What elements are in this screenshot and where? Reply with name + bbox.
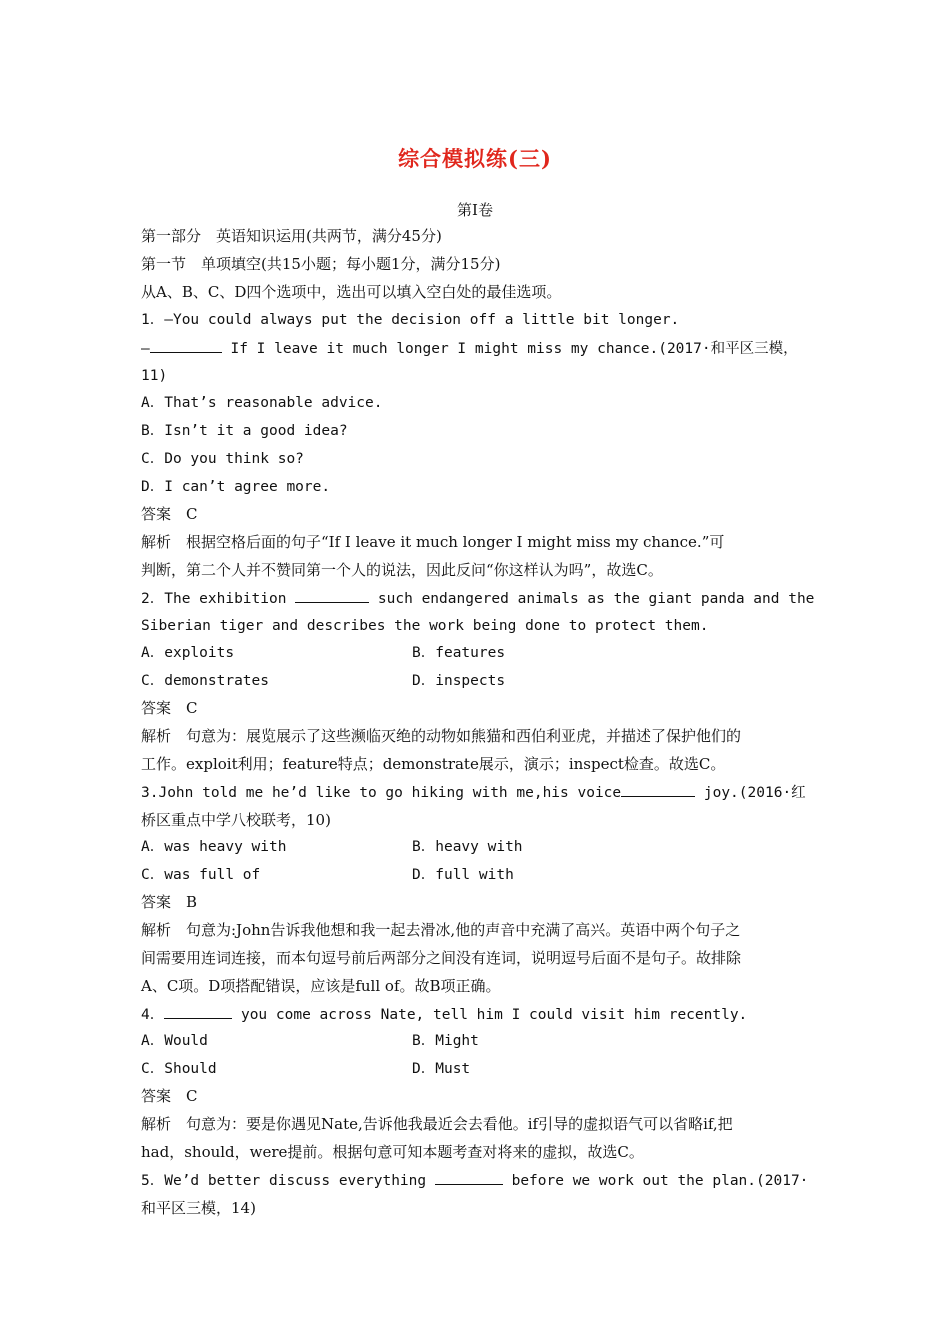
q4-option-a: A．Would bbox=[141, 1033, 208, 1049]
q2-stem-line2: Siberian tiger and describes the work being done to protect them. bbox=[141, 618, 709, 634]
q5-stem-start: 5．We’d better discuss everything bbox=[141, 1173, 435, 1189]
q4-stem-rest: you come across Nate, tell him I could visit him recently. bbox=[232, 1007, 748, 1023]
q5-stem-line2: 和平区三模，14) bbox=[141, 1199, 256, 1217]
q3-answer: 答案 B bbox=[141, 893, 198, 911]
q1-stem-rest: If I leave it much longer I might miss my chance.(2017·和平区三模， bbox=[221, 341, 798, 357]
section-heading: 第一节 单项填空(共15小题；每小题1分，满分15分) bbox=[141, 255, 501, 273]
q3-explanation: 解析 句意为:John告诉我他想和我一起去滑冰,他的声音中充满了高兴。英语中两个句子之 bbox=[141, 921, 741, 939]
q1-explanation-line2: 判断，第二个人并不赞同第一个人的说法，因此反问“你这样认为吗”，故选C。 bbox=[141, 561, 663, 579]
q4-stem bbox=[141, 1004, 747, 1025]
q1-option-b: B．Isn’t it a good idea? bbox=[141, 423, 348, 439]
q2-option-a: A．exploits bbox=[141, 645, 235, 661]
q5-stem bbox=[141, 1170, 808, 1191]
q2-answer: 答案 C bbox=[141, 699, 198, 717]
q5-stem-rest: before we work out the plan.(2017· bbox=[502, 1173, 809, 1189]
q3-blank bbox=[621, 782, 695, 797]
instruction: 从A、B、C、D四个选项中，选出可以填入空白处的最佳选项。 bbox=[141, 283, 562, 301]
q2-option-d: D．inspects bbox=[412, 673, 506, 689]
q5-blank bbox=[435, 1170, 503, 1185]
q2-explanation-line2: 工作。exploit利用；feature特点；demonstrate展示，演示；inspect检查。故选C。 bbox=[141, 755, 726, 773]
q4-explanation-line2: had，should，were提前。根据句意可知本题考查对将来的虚拟，故选C。 bbox=[141, 1143, 644, 1161]
q4-option-c: C．Should bbox=[141, 1061, 217, 1077]
q3-explanation-line2: 间需要用连词连接，而本句逗号前后两部分之间没有连词，说明逗号后面不是句子。故排除 bbox=[141, 949, 742, 967]
q3-stem-line2: 桥区重点中学八校联考，10) bbox=[141, 811, 331, 829]
q2-stem-rest: such endangered animals as the giant panda and the bbox=[369, 591, 815, 607]
q1-dash: — bbox=[141, 341, 150, 357]
q1-stem-line3: 11) bbox=[141, 368, 168, 384]
q2-blank bbox=[295, 588, 369, 603]
q3-option-b: B．heavy with bbox=[412, 839, 523, 855]
q1-stem: 1．—You could always put the decision off a little bit longer. bbox=[141, 312, 680, 328]
q4-blank bbox=[164, 1004, 232, 1019]
q3-option-c: C．was full of bbox=[141, 867, 261, 883]
volume-heading: 第Ⅰ卷 bbox=[457, 201, 493, 219]
q4-option-b: B．Might bbox=[412, 1033, 479, 1049]
q3-explanation-line3: A、C项。D项搭配错误，应该是full of。故B项正确。 bbox=[141, 977, 501, 995]
q2-stem bbox=[141, 588, 814, 609]
q1-blank bbox=[150, 338, 222, 353]
q1-option-d: D．I can’t agree more. bbox=[141, 479, 331, 495]
q1-explanation: 解析 根据空格后面的句子“If I leave it much longer I might miss my chance.”可 bbox=[141, 533, 725, 551]
q2-option-b: B．features bbox=[412, 645, 506, 661]
q3-stem bbox=[141, 782, 806, 803]
q4-number: 4． bbox=[141, 1007, 165, 1023]
part-heading: 第一部分 英语知识运用(共两节，满分45分) bbox=[141, 227, 442, 245]
page-title: 综合模拟练(三) bbox=[398, 146, 552, 171]
q2-stem-start: 2．The exhibition bbox=[141, 591, 296, 607]
q3-option-a: A．was heavy with bbox=[141, 839, 287, 855]
q3-stem-rest: joy.(2016·红 bbox=[695, 785, 806, 801]
q1-stem-line2 bbox=[141, 338, 798, 359]
q3-stem-start: 3.John told me he’d like to go hiking with me,his voice bbox=[141, 785, 622, 801]
q2-option-c: C．demonstrates bbox=[141, 673, 269, 689]
q2-explanation: 解析 句意为：展览展示了这些濒临灭绝的动物如熊猫和西伯利亚虎，并描述了保护他们的 bbox=[141, 727, 742, 745]
q3-option-d: D．full with bbox=[412, 867, 514, 883]
q4-explanation: 解析 句意为：要是你遇见Nate,告诉他我最近会去看他。if引导的虚拟语气可以省略if,把 bbox=[141, 1115, 733, 1133]
q1-option-c: C．Do you think so? bbox=[141, 451, 304, 467]
q1-answer: 答案 C bbox=[141, 505, 198, 523]
q1-option-a: A．That’s reasonable advice. bbox=[141, 395, 383, 411]
q4-answer: 答案 C bbox=[141, 1087, 198, 1105]
q4-option-d: D．Must bbox=[412, 1061, 471, 1077]
